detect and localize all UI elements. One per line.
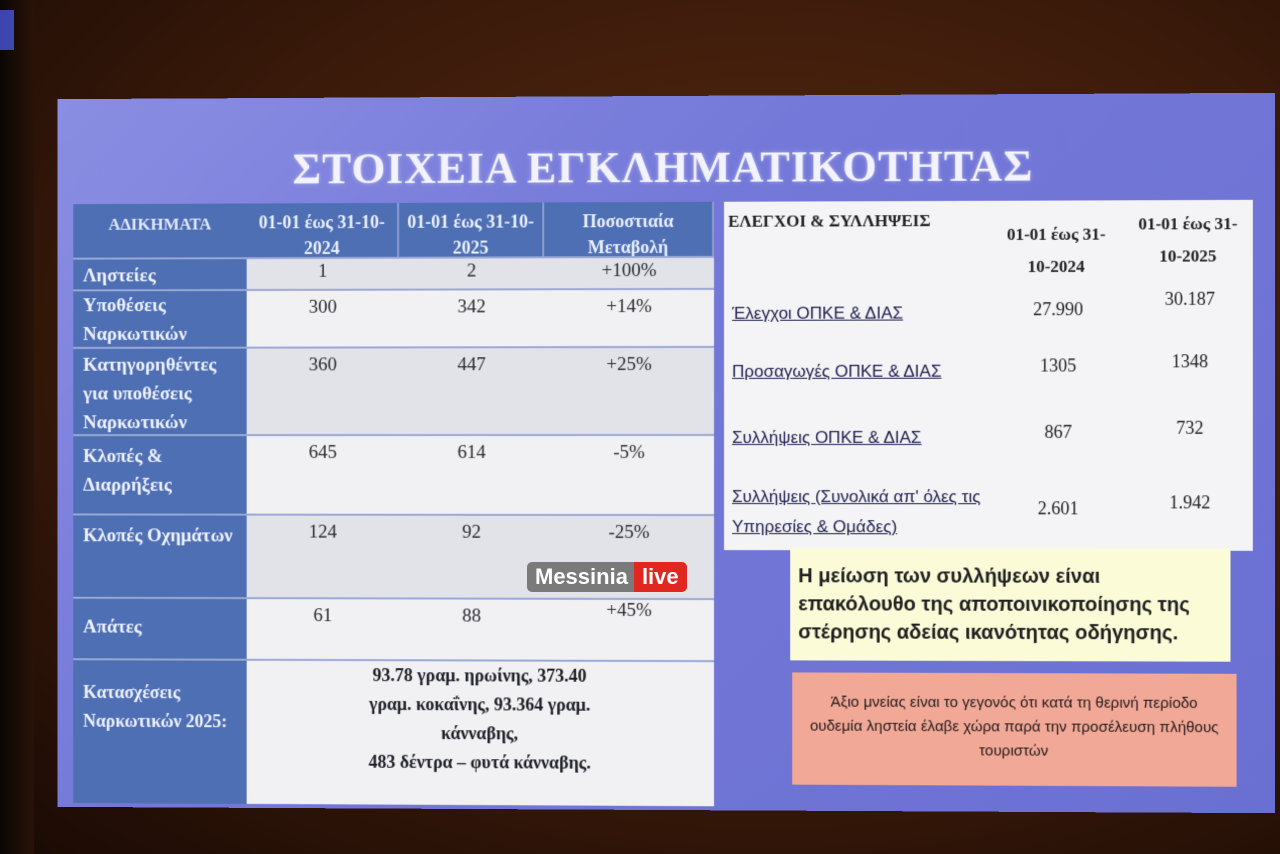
seizures-line: 93.78 γραμ. ηρωίνης, 373.40 [372,665,587,686]
light-glow [0,10,14,50]
checks-header-2025: 01-01 έως 31-10-2025 [1138,214,1238,266]
row-label: Απάτες [73,599,246,659]
table-row [73,597,714,660]
row-label: Ληστείες [73,259,246,289]
row-label: Κλοπές & Διαρρήξεις [73,436,246,514]
crime-statistics-table [73,202,714,806]
watermark-logo [527,562,711,592]
value-change: +100% [544,258,714,288]
checks-header-label: ΕΛΕΓΧΟΙ & ΣΥΛΛΗΨΕΙΣ [728,211,931,231]
checks-value-2024: 2.601 [1037,498,1079,519]
value-2025: 447 [399,348,544,434]
table-header-row [73,202,714,258]
value-change: -25% [544,516,714,598]
seizures-label: Κατασχέσεις Ναρκωτικών 2025: [73,660,246,804]
seizures-line: κάνναβης, [441,723,519,744]
value-2025: 92 [399,516,544,598]
value-change: +14% [544,290,714,346]
projected-slide [58,93,1276,813]
row-label: Υποθέσεις Ναρκωτικών [73,291,246,347]
value-2024: 61 [247,599,399,659]
value-2025: 2 [399,258,544,288]
checks-row-label: Έλεγχοι ΟΠΚΕ & ΔΙΑΣ [732,303,904,323]
seizures-line: 483 δέντρα – φυτά κάνναβης. [368,751,591,773]
value-2024: 360 [247,348,399,434]
table-row [73,346,714,434]
table-row [73,288,714,347]
checks-row-label: Συλλήψεις (Συνολικά απ' όλες τις Υπηρεσίες & Ομάδες) [732,487,981,537]
value-change: -5% [544,436,714,514]
table-row [73,256,714,290]
slide-title: ΣΤΟΙΧΕΙΑ ΕΓΚΛΗΜΑΤΙΚΟΤΗΤΑΣ [292,141,1034,194]
checks-value-2024: 27.990 [1033,299,1084,320]
value-2024: 645 [247,436,399,514]
checks-value-2025: 30.187 [1164,288,1215,309]
header-2025: 01-01 έως 31-10-2025 [399,202,544,256]
row-label: Κατηγορηθέντες για υποθέσεις Ναρκωτικών [73,349,246,435]
value-change: +45% [544,600,714,660]
checks-arrests-table [724,200,1253,551]
note-arrests-decrease: Η μείωση των συλλήψεων είναι επακόλουθο της αποποινικοποίησης της στέρησης αδείας ικανότητας οδήγησης. [790,548,1230,662]
checks-header-2024: 01-01 έως 31-10-2024 [1006,224,1106,277]
value-2025: 342 [399,290,544,346]
header-offenses: ΑΔΙΚΗΜΑΤΑ [73,204,246,258]
watermark-part-1: Messinia [527,562,634,592]
checks-row-label: Συλλήψεις ΟΠΚΕ & ΔΙΑΣ [732,427,922,447]
value-change: +25% [544,348,714,434]
screen-frame-edge [0,0,34,854]
checks-value-2025: 1348 [1171,351,1209,372]
note-summer-robberies: Άξιο μνείας είναι το γεγονός ότι κατά τη θερινή περίοδο ουδεμία ληστεία έλαβε χώρα παρά την προσέλευση πλήθους τουριστών [792,672,1236,786]
checks-value-2025: 732 [1176,417,1204,438]
checks-row-label: Προσαγωγές ΟΠΚΕ & ΔΙΑΣ [732,361,942,381]
value-2025: 88 [399,599,544,659]
seizures-details [247,661,714,807]
value-2024: 1 [247,259,399,289]
seizures-line: γραμ. κοκαΐνης, 93.364 γραμ. [369,693,591,715]
header-change: Ποσοστιαία Μεταβολή [544,202,714,257]
watermark-part-2: live [634,562,687,592]
checks-value-2025: 1.942 [1169,492,1211,513]
value-2025: 614 [399,436,544,514]
seizures-row [73,658,714,806]
value-2024: 124 [247,516,399,598]
header-2024: 01-01 έως 31-10-2024 [247,203,399,257]
row-label: Κλοπές Οχημάτων [73,515,246,597]
checks-value-2024: 867 [1044,421,1072,442]
table-row [73,434,714,514]
checks-value-2024: 1305 [1039,355,1077,376]
value-2024: 300 [247,291,399,347]
